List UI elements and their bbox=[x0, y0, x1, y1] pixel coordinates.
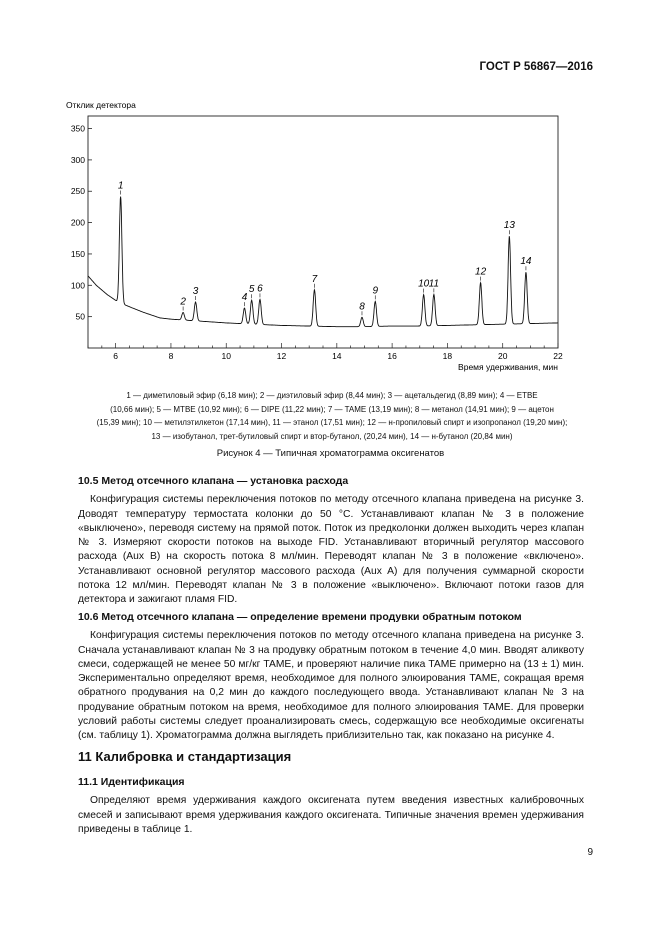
peak-label: 10 bbox=[418, 278, 430, 290]
peak-label: 6 bbox=[257, 283, 263, 295]
peak-label: 14 bbox=[520, 256, 532, 268]
chromatogram-chart bbox=[58, 98, 563, 373]
chromatogram-figure bbox=[58, 98, 563, 373]
figure-caption: Рисунок 4 — Типичная хроматограмма оксигенатов bbox=[216, 448, 445, 459]
document-code: ГОСТ Р 56867—2016 bbox=[479, 61, 593, 73]
x-tick-label: 12 bbox=[276, 351, 287, 361]
peak-label: 4 bbox=[241, 292, 248, 304]
x-tick-label: 6 bbox=[113, 351, 119, 361]
peak-label: 13 bbox=[503, 220, 515, 232]
y-tick-label: 150 bbox=[70, 248, 85, 259]
section-11-heading: 11 Калибровка и стандартизация bbox=[78, 749, 292, 764]
x-tick-label: 18 bbox=[442, 351, 453, 361]
peak-label: 3 bbox=[192, 286, 199, 298]
x-tick-label: 10 bbox=[221, 351, 231, 361]
peak-label: 12 bbox=[475, 266, 487, 278]
peak-label: 1 bbox=[117, 180, 124, 192]
y-axis-label: Отклик детектора bbox=[66, 100, 136, 110]
figure-legend bbox=[68, 389, 596, 443]
legend-line-1: 1 — диметиловый эфир (6,18 мин); 2 — диэтиловый эфир (8,44 мин); 3 — ацетальдегид (8,89 мин); 4 — ETBE bbox=[126, 391, 538, 400]
y-tick-label: 100 bbox=[70, 280, 85, 291]
section-10-6-heading: 10.6 Метод отсечного клапана — определение времени продувки обратным потоком bbox=[78, 611, 522, 623]
y-tick-label: 250 bbox=[70, 186, 85, 197]
peak-label: 7 bbox=[311, 273, 318, 285]
legend-line-4: 13 — изобутанол, трет-бутиловый спирт и втор-бутанол, (20,24 мин), 14 — н-бутанол (20,84 мин) bbox=[151, 431, 513, 441]
peak-label: 11 bbox=[428, 278, 440, 290]
legend-line-3: (15,39 мин); 10 — метилэтилкетон (17,14 мин), 11 — этанол (17,51 мин); 12 — н-пропиловый спирт и изопропанол (19,20 мин); bbox=[96, 418, 568, 427]
section-11-1-heading: 11.1 Идентификация bbox=[78, 776, 185, 788]
section-10-6 bbox=[78, 610, 584, 744]
x-tick-label: 20 bbox=[497, 351, 508, 361]
section-10-5 bbox=[78, 474, 584, 608]
y-tick-label: 50 bbox=[75, 311, 85, 322]
section-11-1-text: Определяют время удерживания каждого оксигената путем введения известных калибровочных смесей и записывают время удерживания каждого оксигената. Типичные значения времен удерживания приведены в таблице 1. bbox=[78, 795, 584, 835]
peak-label: 8 bbox=[359, 301, 365, 313]
x-tick-label: 8 bbox=[168, 351, 174, 361]
legend-line-2: (10,66 мин); 5 — MTBE (10,92 мин); 6 — DIPE (11,22 мин); 7 — TAME (13,19 мин); 8 — метанол (14,91 мин); 9 — ацетон bbox=[110, 404, 554, 414]
peak-label: 9 bbox=[372, 285, 379, 297]
x-axis-label: Время удерживания, мин bbox=[458, 362, 558, 372]
peak-label: 5 bbox=[248, 284, 255, 296]
section-11 bbox=[78, 750, 584, 764]
x-tick-label: 16 bbox=[387, 351, 397, 361]
section-10-6-text: Конфигурация системы переключения потоков по методу отсечного клапана приведена на рисунке 3. Сначала устанавливают клапан № 3 на продувку обратным потоком в течение 4,0 мин. Вводят аликвоту смеси, содержащей не менее 50 мг/кг TAME, и проверяют наличие пика TAME примерно на (13 ± 1) мин. Экспериментально определяют время, необходимое для полного элюирования TAME, сокращая время обратного продувания на 0,2 мин до каждого последующего ввода. Устанавливают клапан № 3 на продувание обратным потоком на время, необходимое для полного элюирования TAME. Для проверки условий работы системы следует проанализировать смесь, содержащую все необходимые оксигенаты (см. таблицу 1). Хроматограмма должна выглядеть приблизительно так, как показано на рисунке 4. bbox=[78, 630, 584, 742]
section-10-5-text: Конфигурация системы переключения потоков по методу отсечного клапана приведена на рисунке 3. Доводят температуру термостата колонки до 50 °С. Устанавливают клапан № 3 в положение «выключено», переводя систему на прямой поток. Поток из предколонки должен выходить через клапан № 3. Измеряют скорости потоков на выходе FID. Устанавливают вторичный регулятор массового расхода (Aux B) на скорость потока 8 мл/мин. Переводят клапан № 3 в положение «включено». Устанавливают основной регулятор массового расхода (Aux A) для получения суммарной скорости потока 12 мл/мин. Переводят клапан № 3 в положение «выключено». Включают потоки газов для детектора и зажигают пламя FID. bbox=[78, 494, 584, 606]
section-10-5-heading: 10.5 Метод отсечного клапана — установка расхода bbox=[78, 475, 349, 487]
x-tick-label: 14 bbox=[332, 351, 342, 361]
y-tick-label: 350 bbox=[70, 123, 85, 134]
page-number: 9 bbox=[587, 847, 593, 858]
signal-trace bbox=[88, 197, 558, 327]
x-tick-label: 22 bbox=[553, 351, 563, 361]
y-tick-label: 300 bbox=[70, 154, 85, 165]
peak-label: 2 bbox=[180, 296, 186, 308]
section-11-1 bbox=[78, 775, 584, 837]
y-tick-label: 200 bbox=[70, 217, 85, 228]
plot-frame bbox=[88, 116, 558, 348]
